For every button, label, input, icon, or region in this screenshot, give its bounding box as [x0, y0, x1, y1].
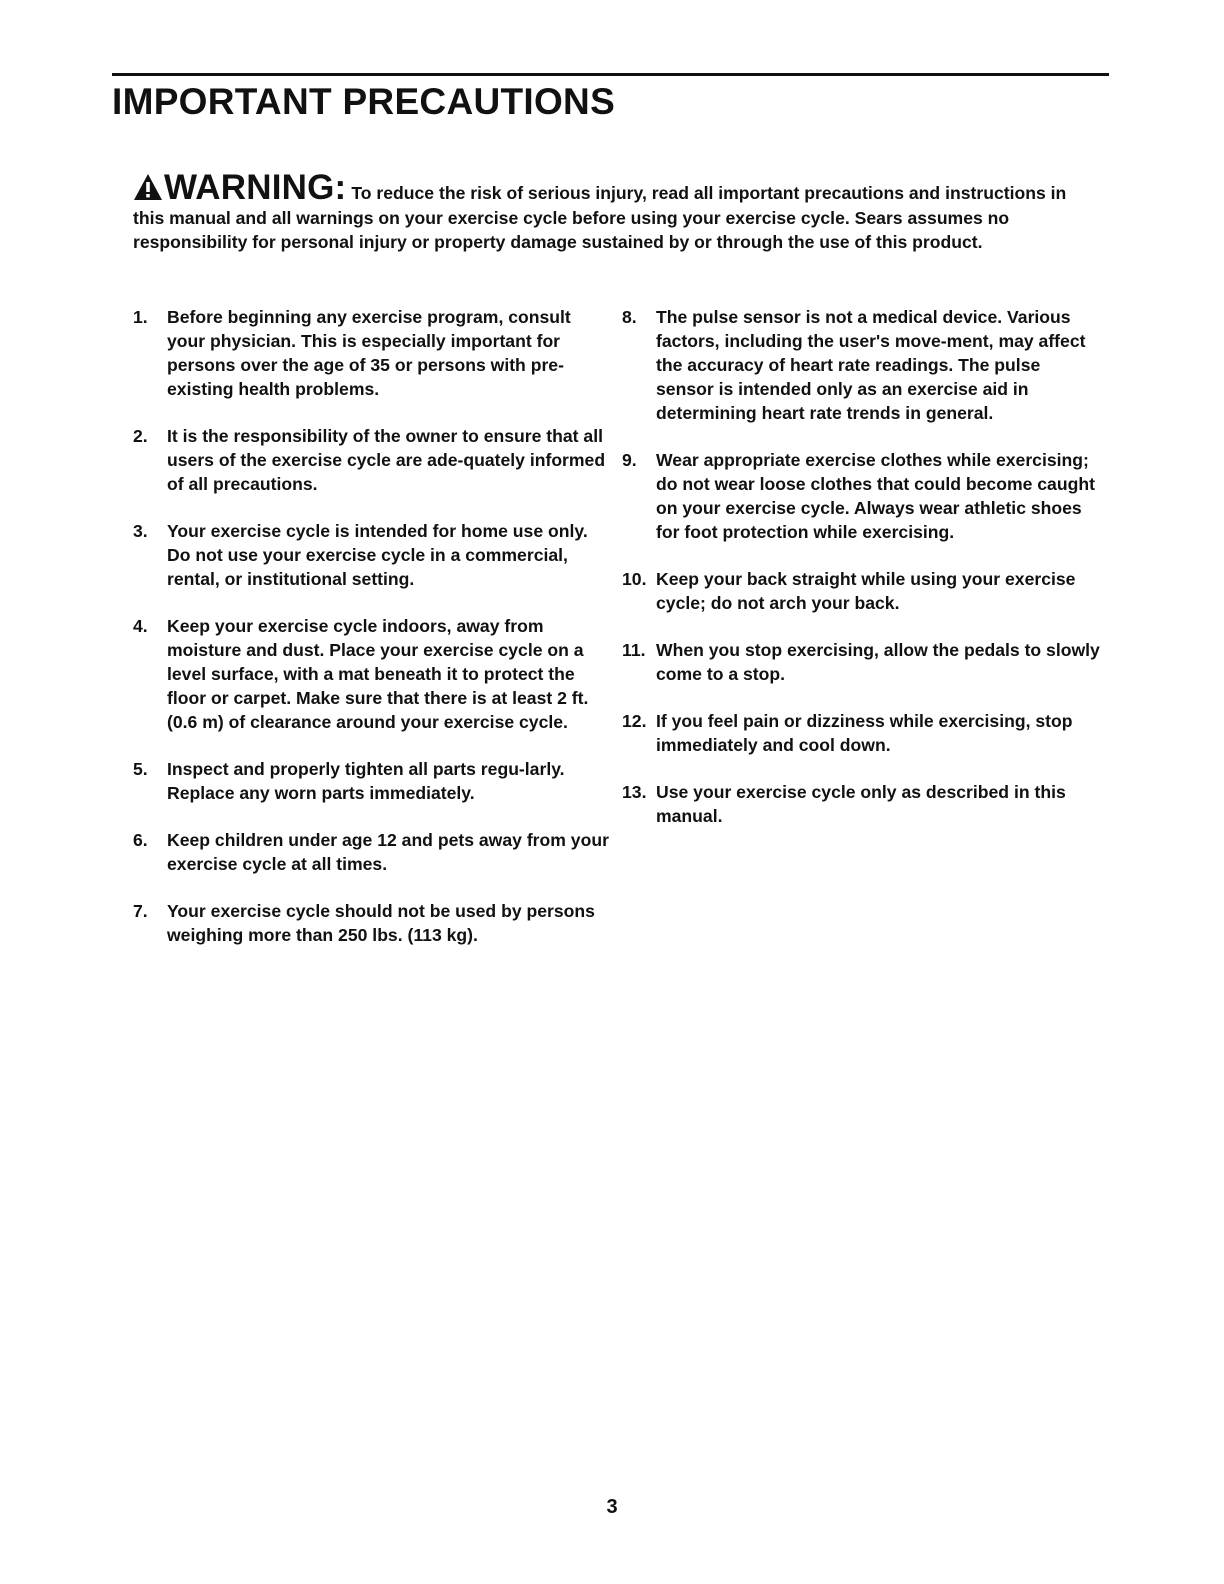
item-number: 7.	[133, 901, 148, 921]
warning-text: To reduce the risk of serious injury, read all important precautions and instructions in this manual and all warnings on your exercise cycle before using your exercise cycle. Sears assumes no responsibility for personal injury or property damage sustained by or through the use of this product.	[133, 183, 1067, 253]
item-number: 13.	[622, 782, 647, 802]
item-text: Inspect and properly tighten all parts regu-larly. Replace any worn parts immediately.	[167, 759, 565, 803]
precaution-item	[133, 828, 611, 876]
item-number: 4.	[133, 616, 148, 636]
warning-triangle-icon	[133, 173, 163, 201]
warning-label: WARNING:	[164, 168, 347, 207]
item-text: If you feel pain or dizziness while exercising, stop immediately and cool down.	[656, 711, 1073, 755]
precaution-item	[133, 424, 611, 496]
item-text: Your exercise cycle is intended for home use only. Do not use your exercise cycle in a commercial, rental, or institutional setting.	[167, 521, 588, 589]
item-number: 12.	[622, 711, 647, 731]
item-text: Keep children under age 12 and pets away from your exercise cycle at all times.	[167, 830, 609, 874]
item-number: 9.	[622, 450, 637, 470]
page-title: IMPORTANT PRECAUTIONS	[112, 81, 616, 122]
precaution-item	[133, 519, 611, 591]
item-number: 2.	[133, 426, 148, 446]
precaution-item	[622, 709, 1100, 757]
page-number: 3	[606, 1496, 618, 1518]
item-number: 8.	[622, 307, 637, 327]
precaution-item	[622, 448, 1100, 544]
precaution-item	[622, 567, 1100, 615]
item-number: 10.	[622, 569, 647, 589]
item-text: It is the responsibility of the owner to ensure that all users of the exercise cycle are ade-quately informed of all precautions.	[167, 426, 606, 494]
item-text: The pulse sensor is not a medical device. Various factors, including the user's move-ment, may affect the accuracy of heart rate readings. The pulse sensor is intended only as an exercise aid in determining heart rate trends in general.	[656, 307, 1086, 423]
precaution-item	[133, 614, 611, 734]
precautions-left-column	[133, 305, 611, 970]
item-text: Use your exercise cycle only as described in this manual.	[656, 782, 1066, 826]
item-number: 11.	[622, 640, 646, 660]
precaution-item	[133, 899, 611, 947]
item-number: 5.	[133, 759, 148, 779]
precaution-item	[622, 780, 1100, 828]
item-text: Your exercise cycle should not be used by persons weighing more than 250 lbs. (113 kg).	[167, 901, 595, 945]
item-text: Before beginning any exercise program, consult your physician. This is especially important for persons over the age of 35 or persons with pre-existing health problems.	[167, 307, 571, 399]
precaution-item	[622, 305, 1100, 425]
item-text: When you stop exercising, allow the pedals to slowly come to a stop.	[656, 640, 1100, 684]
warning-block	[133, 170, 1068, 254]
item-number: 1.	[133, 307, 148, 327]
item-number: 6.	[133, 830, 148, 850]
item-text: Keep your exercise cycle indoors, away from moisture and dust. Place your exercise cycle on a level surface, with a mat beneath it to protect the floor or carpet. Make sure that there is at least 2 ft. (0.6 m) of clearance around your exercise cycle.	[167, 616, 589, 732]
precaution-item	[133, 305, 611, 401]
item-text: Keep your back straight while using your exercise cycle; do not arch your back.	[656, 569, 1076, 613]
item-number: 3.	[133, 521, 148, 541]
item-text: Wear appropriate exercise clothes while exercising; do not wear loose clothes that could become caught on your exercise cycle. Always wear athletic shoes for foot protection while exercising.	[656, 450, 1095, 542]
precautions-right-column	[622, 305, 1100, 851]
top-rule	[112, 73, 1109, 76]
precaution-item	[622, 638, 1100, 686]
precaution-item	[133, 757, 611, 805]
